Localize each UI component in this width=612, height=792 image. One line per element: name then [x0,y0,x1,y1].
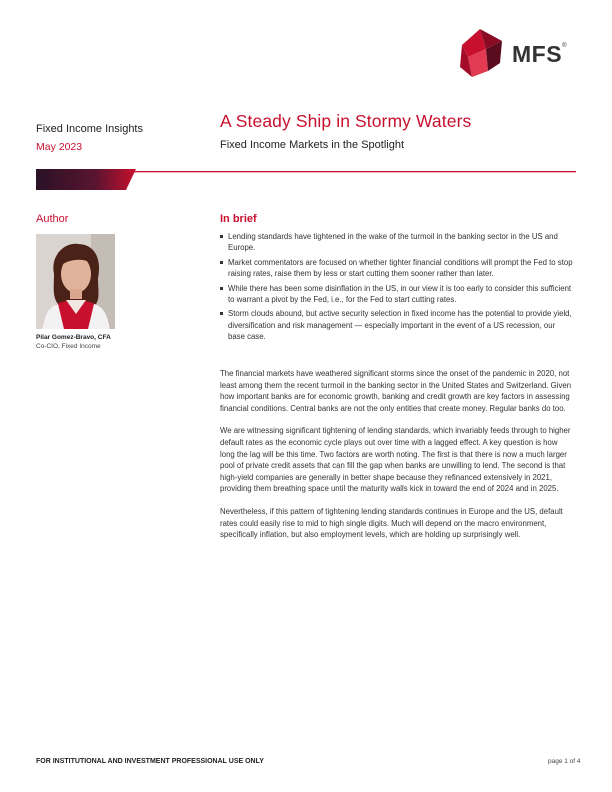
mfs-logo-mark-icon [458,27,508,79]
brief-heading: In brief [220,213,257,225]
body-paragraph: Nevertheless, if this pattern of tightening lending standards continues in Europe and the US, default rates could easily rise to mid to high single digits. Much will depend on the macro environment, specifically inflation, but also employment levels, which are holding up surprisingly well. [220,506,563,540]
publication-date: May 2023 [36,141,83,153]
author-role: Co-CIO, Fixed Income [36,343,101,350]
article-body [220,368,574,552]
header-banner [36,169,576,190]
author-name: Pilar Gomez-Bravo, CFA [36,334,111,341]
page-subtitle: Fixed Income Markets in the Spotlight [220,139,405,151]
list-item: Market commentators are focused on whether tighter financial conditions will prompt the Fed to stop raising rates, raise them by less or start cutting them sooner rather than later. [220,257,574,280]
list-item: Lending standards have tightened in the wake of the turmoil in the banking sector in the US and Europe. [220,231,574,254]
author-heading: Author [36,213,69,225]
body-paragraph: The financial markets have weathered significant storms since the onset of the pandemic in 2020, not least among them the recent turmoil in the banking sector in the United States and Switzerland. Given how important banks are for economic growth, banking and credit growth are key factors in assessing financial conditions. Central banks are not the only entities that create money. Regular banks do too. [220,369,572,413]
body-paragraph: We are witnessing significant tightening of lending standards, which invariably feeds through to higher default rates as the economic cycle plays out over time with a lagged effect. A key question is how long the lag will be this time. Two factors are worth noting. The first is that there is now a much larger pool of private credit assets that can fill the gap when banks are unwilling to lend. The second is that high-yield companies are generally in better shape because they refinanced extensively in 2021, providing them breathing space until the maturity walls kick in toward the end of 2024 and in 2025. [220,426,571,494]
author-photo [36,234,115,329]
footer-disclaimer: FOR INSTITUTIONAL AND INVESTMENT PROFESSIONAL USE ONLY [36,758,264,765]
mfs-wordmark: MFS® [512,41,567,67]
list-item: While there has been some disinflation in the US, in our view it is too early to consider this sufficient to warrant a pivot by the Fed, i.e., for the Fed to start cutting rates. [220,283,574,306]
page-title: A Steady Ship in Stormy Waters [220,111,472,131]
page-number: page 1 of 4 [548,758,581,765]
brief-list [220,231,574,346]
mfs-logo [458,27,576,79]
series-label: Fixed Income Insights [36,123,143,135]
list-item: Storm clouds abound, but active security selection in fixed income has the potential to provide yield, diversification and risk management — especially important in the event of a US recession, our base case. [220,308,574,342]
